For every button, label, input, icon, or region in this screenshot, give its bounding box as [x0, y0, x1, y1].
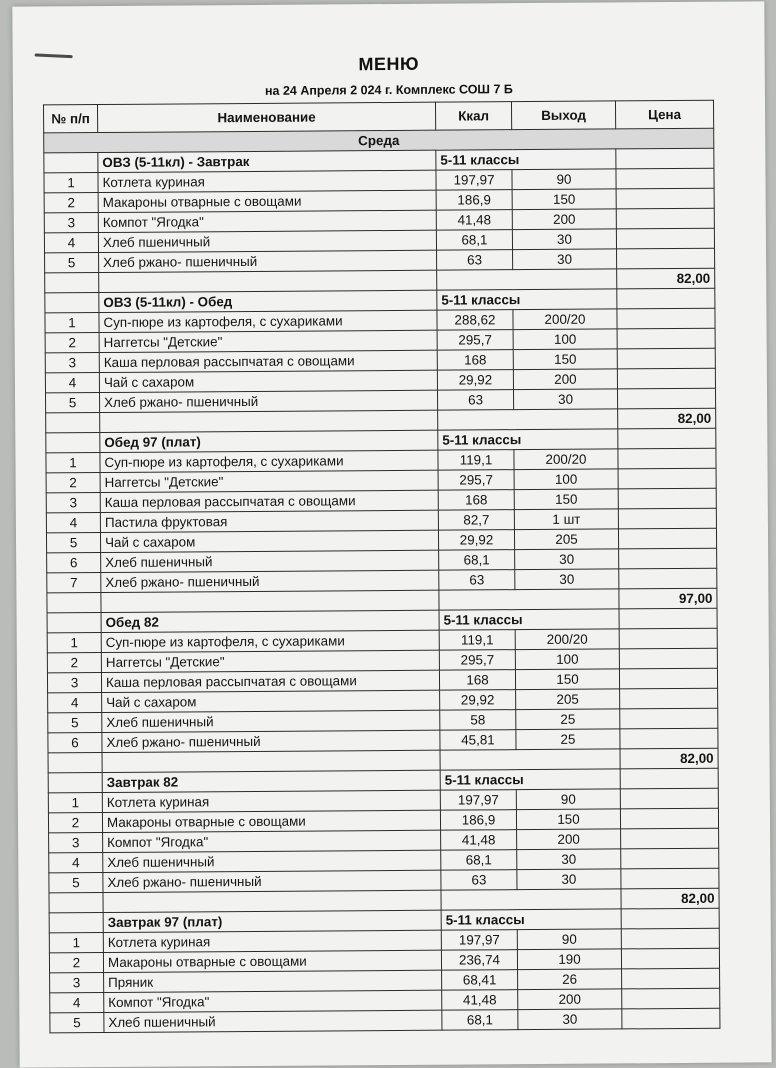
section-title: Завтрак 97 (плат) — [103, 910, 441, 932]
column-header-price: Цена — [615, 100, 713, 129]
item-name: Хлеб пшеничный — [103, 850, 441, 872]
item-number: 3 — [49, 833, 103, 853]
item-price — [619, 568, 717, 589]
section-total-price: 97,00 — [619, 588, 717, 609]
item-kcal: 63 — [437, 250, 513, 271]
item-number: 5 — [50, 1013, 104, 1033]
item-name: Каша перловая рассыпчатая с овощами — [101, 670, 439, 692]
section-num-blank — [48, 773, 102, 793]
item-kcal: 197,97 — [440, 790, 516, 811]
section-classes: 5-11 классы — [439, 609, 619, 630]
item-kcal: 197,97 — [441, 930, 517, 951]
item-output: 30 — [512, 229, 616, 250]
item-output: 100 — [515, 649, 619, 670]
item-number: 2 — [48, 813, 102, 833]
item-number: 4 — [44, 233, 98, 253]
item-output: 205 — [514, 529, 618, 550]
item-number: 2 — [47, 653, 101, 673]
section-total-price: 82,00 — [621, 888, 719, 909]
item-number: 4 — [50, 993, 104, 1013]
section-num-blank — [44, 153, 98, 173]
total-blank-num — [47, 593, 101, 613]
item-name: Каша перловая рассыпчатая с овощами — [100, 490, 438, 512]
item-output: 200/20 — [515, 629, 619, 650]
item-name: Макароны отварные с овощами — [98, 190, 436, 212]
item-output: 190 — [517, 949, 621, 970]
total-blank-mid — [439, 589, 619, 610]
item-kcal: 186,9 — [436, 190, 512, 211]
item-output: 200 — [512, 209, 616, 230]
section-num-blank — [46, 433, 100, 453]
total-blank-num — [49, 893, 103, 913]
item-number: 4 — [49, 853, 103, 873]
item-output: 30 — [517, 869, 621, 890]
item-name: Пряник — [104, 970, 442, 992]
item-kcal: 236,74 — [441, 950, 517, 971]
item-name: Хлеб ржано- пшеничный — [99, 250, 437, 272]
item-kcal: 63 — [439, 570, 515, 591]
section-title: Завтрак 82 — [102, 770, 440, 792]
item-price — [617, 328, 715, 349]
item-kcal: 119,1 — [439, 630, 515, 651]
section-classes: 5-11 классы — [436, 149, 616, 170]
item-price — [618, 488, 716, 509]
item-kcal: 29,92 — [440, 690, 516, 711]
item-name: Чай с сахаром — [102, 690, 440, 712]
section-title: Обед 82 — [101, 610, 439, 632]
item-output: 90 — [516, 789, 620, 810]
item-price — [617, 248, 715, 269]
section-total-price: 82,00 — [620, 748, 718, 769]
item-output: 150 — [513, 349, 617, 370]
item-number: 1 — [45, 313, 99, 333]
item-price — [622, 988, 720, 1009]
item-name: Суп-пюре из картофеля, с сухариками — [101, 630, 439, 652]
item-number: 3 — [45, 353, 99, 373]
item-price — [619, 548, 717, 569]
item-number: 3 — [47, 673, 101, 693]
item-number: 6 — [47, 553, 101, 573]
section-price-blank — [620, 768, 718, 789]
item-number: 7 — [47, 573, 101, 593]
item-name: Наггетсы "Детские" — [101, 650, 439, 672]
item-output: 90 — [517, 929, 621, 950]
item-number: 2 — [49, 953, 103, 973]
item-number: 1 — [49, 933, 103, 953]
item-output: 100 — [514, 469, 618, 490]
item-output: 26 — [518, 969, 622, 990]
item-kcal: 68,41 — [442, 970, 518, 991]
item-number: 3 — [46, 493, 100, 513]
item-kcal: 295,7 — [438, 470, 514, 491]
item-number: 1 — [47, 633, 101, 653]
item-output: 100 — [513, 329, 617, 350]
total-blank-mid — [441, 889, 621, 910]
column-header-kcal: Ккал — [435, 102, 511, 131]
item-kcal: 295,7 — [439, 650, 515, 671]
total-blank-name — [100, 410, 438, 432]
item-price — [620, 708, 718, 729]
item-output: 200 — [518, 989, 622, 1010]
menu-table — [43, 100, 720, 1034]
item-price — [619, 668, 717, 689]
item-kcal: 68,1 — [441, 850, 517, 871]
section-price-blank — [616, 148, 714, 169]
column-header-num: № п/п — [43, 105, 97, 133]
item-price — [618, 448, 716, 469]
item-output: 1 шт — [514, 509, 618, 530]
item-number: 5 — [46, 533, 100, 553]
item-output: 150 — [514, 489, 618, 510]
item-kcal: 68,1 — [436, 230, 512, 251]
item-number: 5 — [49, 873, 103, 893]
item-kcal: 82,7 — [438, 510, 514, 531]
item-price — [620, 688, 718, 709]
item-number: 3 — [50, 973, 104, 993]
item-name: Котлета куриная — [102, 790, 440, 812]
item-kcal: 68,1 — [439, 550, 515, 571]
item-name: Пастила фруктовая — [100, 510, 438, 532]
item-price — [622, 968, 720, 989]
item-kcal: 29,92 — [438, 530, 514, 551]
section-title: ОВЗ (5-11кл) - Завтрак — [98, 150, 436, 172]
item-output: 150 — [515, 669, 619, 690]
item-name: Хлеб ржано- пшеничный — [101, 570, 439, 592]
item-kcal: 63 — [441, 870, 517, 891]
item-name: Хлеб ржано- пшеничный — [103, 870, 441, 892]
item-number: 1 — [48, 793, 102, 813]
item-output: 200/20 — [514, 449, 618, 470]
item-number: 6 — [48, 733, 102, 753]
item-price — [616, 168, 714, 189]
item-price — [621, 848, 719, 869]
item-name: Хлеб ржано- пшеничный — [100, 390, 438, 412]
item-name: Котлета куриная — [98, 170, 436, 192]
total-blank-num — [45, 273, 99, 293]
total-blank-mid — [437, 269, 617, 290]
item-price — [617, 388, 715, 409]
item-kcal: 68,1 — [442, 1010, 518, 1031]
item-kcal: 119,1 — [438, 450, 514, 471]
item-output: 200 — [517, 829, 621, 850]
item-kcal: 41,48 — [442, 990, 518, 1011]
section-classes: 5-11 классы — [438, 429, 618, 450]
item-kcal: 168 — [437, 350, 513, 371]
section-title: Обед 97 (плат) — [100, 430, 438, 452]
total-blank-name — [99, 270, 437, 292]
item-name: Каша перловая рассыпчатая с овощами — [99, 350, 437, 372]
item-price — [620, 808, 718, 829]
total-blank-name — [103, 890, 441, 912]
item-name: Макароны отварные с овощами — [102, 810, 440, 832]
section-price-blank — [618, 428, 716, 449]
item-kcal: 58 — [440, 710, 516, 731]
item-output: 25 — [516, 729, 620, 750]
item-number: 2 — [44, 193, 98, 213]
item-output: 30 — [515, 549, 619, 570]
total-blank-name — [102, 750, 440, 772]
item-kcal: 63 — [437, 390, 513, 411]
item-price — [619, 648, 717, 669]
item-kcal: 186,9 — [440, 810, 516, 831]
item-price — [617, 308, 715, 329]
item-price — [621, 828, 719, 849]
item-output: 150 — [516, 809, 620, 830]
item-kcal: 197,97 — [436, 170, 512, 191]
item-price — [616, 228, 714, 249]
item-price — [619, 628, 717, 649]
item-output: 30 — [518, 1009, 622, 1030]
item-output: 150 — [512, 189, 616, 210]
item-name: Хлеб пшеничный — [101, 550, 439, 572]
column-header-output: Выход — [511, 101, 615, 130]
item-output: 25 — [516, 709, 620, 730]
item-kcal: 288,62 — [437, 310, 513, 331]
total-blank-num — [48, 753, 102, 773]
item-number: 5 — [48, 713, 102, 733]
item-output: 90 — [512, 169, 616, 190]
item-name: Хлеб ржано- пшеничный — [102, 730, 440, 752]
section-classes: 5-11 классы — [441, 909, 621, 930]
item-price — [620, 788, 718, 809]
total-blank-mid — [440, 749, 620, 770]
item-price — [621, 868, 719, 889]
item-name: Компот "Ягодка" — [98, 210, 436, 232]
section-total-price: 82,00 — [618, 408, 716, 429]
item-price — [616, 208, 714, 229]
item-name: Суп-пюре из картофеля, с сухариками — [99, 310, 437, 332]
item-output: 30 — [513, 389, 617, 410]
item-name: Наггетсы "Детские" — [99, 330, 437, 352]
column-header-name: Наименование — [97, 102, 435, 132]
item-name: Компот "Ягодка" — [104, 990, 442, 1012]
item-number: 2 — [46, 473, 100, 493]
item-price — [616, 188, 714, 209]
item-price — [618, 528, 716, 549]
total-blank-mid — [438, 409, 618, 430]
item-output: 200/20 — [513, 309, 617, 330]
item-kcal: 168 — [439, 670, 515, 691]
item-output: 30 — [515, 569, 619, 590]
item-output: 30 — [517, 849, 621, 870]
item-name: Наггетсы "Детские" — [100, 470, 438, 492]
menu-body — [44, 128, 720, 1033]
item-name: Суп-пюре из картофеля, с сухариками — [100, 450, 438, 472]
item-price — [620, 728, 718, 749]
item-number: 5 — [45, 253, 99, 273]
item-name: Компот "Ягодка" — [103, 830, 441, 852]
item-number: 4 — [48, 693, 102, 713]
item-price — [621, 948, 719, 969]
section-classes: 5-11 классы — [440, 769, 620, 790]
item-price — [618, 468, 716, 489]
item-kcal: 168 — [438, 490, 514, 511]
item-number: 4 — [45, 373, 99, 393]
item-name: Чай с сахаром — [99, 370, 437, 392]
item-price — [617, 348, 715, 369]
item-kcal: 41,48 — [441, 830, 517, 851]
item-name: Хлеб пшеничный — [98, 230, 436, 252]
item-number: 4 — [46, 513, 100, 533]
item-output: 30 — [513, 249, 617, 270]
item-price — [618, 508, 716, 529]
item-price — [621, 928, 719, 949]
item-kcal: 295,7 — [437, 330, 513, 351]
item-output: 205 — [516, 689, 620, 710]
page-subtitle: на 24 Апреля 2 024 г. Комплекс СОШ 7 Б — [264, 82, 513, 98]
item-number: 1 — [44, 173, 98, 193]
table-row — [50, 1008, 720, 1033]
item-output: 200 — [513, 369, 617, 390]
section-price-blank — [619, 608, 717, 629]
section-num-blank — [49, 913, 103, 933]
section-total-price: 82,00 — [617, 268, 715, 289]
section-num-blank — [47, 613, 101, 633]
item-name: Чай с сахаром — [100, 530, 438, 552]
menu-paper-sheet — [12, 1, 771, 1067]
item-kcal: 41,48 — [436, 210, 512, 231]
item-name: Хлеб пшеничный — [104, 1010, 442, 1032]
total-blank-name — [101, 590, 439, 612]
item-number: 1 — [46, 453, 100, 473]
section-price-blank — [621, 908, 719, 929]
item-price — [622, 1008, 720, 1029]
section-price-blank — [617, 288, 715, 309]
total-blank-num — [46, 413, 100, 433]
item-kcal: 29,92 — [437, 370, 513, 391]
item-number: 3 — [44, 213, 98, 233]
section-title: ОВЗ (5-11кл) - Обед — [99, 290, 437, 312]
page-title: МЕНЮ — [358, 53, 420, 75]
item-kcal: 45,81 — [440, 730, 516, 751]
section-classes: 5-11 классы — [437, 289, 617, 310]
item-name: Котлета куриная — [103, 930, 441, 952]
item-name: Макароны отварные с овощами — [103, 950, 441, 972]
item-price — [617, 368, 715, 389]
section-num-blank — [45, 293, 99, 313]
item-name: Хлеб пшеничный — [102, 710, 440, 732]
day-label: Среда — [44, 128, 714, 153]
item-number: 5 — [46, 393, 100, 413]
item-number: 2 — [45, 333, 99, 353]
